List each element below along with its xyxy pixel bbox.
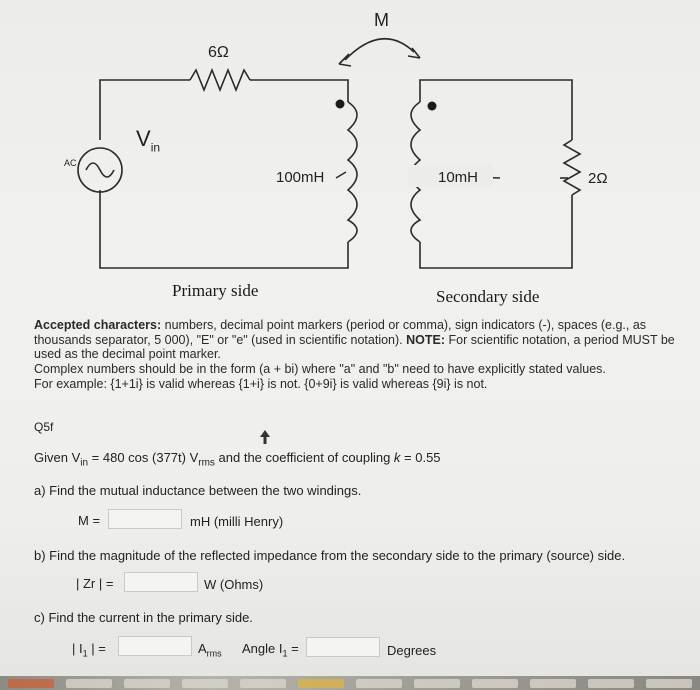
wire-primary-bottom (100, 190, 348, 268)
instructions-line-1: Accepted characters: numbers, decimal point markers (period or comma), sign indicators (-), spaces (e.g., as (34, 318, 647, 332)
angle-unit: Degrees (387, 643, 437, 658)
mutual-label: M (374, 10, 389, 30)
i1-input[interactable] (118, 636, 192, 656)
taskbar-app-icon[interactable] (124, 679, 170, 688)
zr-label: | Zr | = (76, 576, 114, 591)
instructions-line-2: thousands separator, 5 000), "E" or "e" (used in scientific notation). NOTE: For scientific notation, a period MUST be (34, 333, 675, 347)
wire-secondary-bottom (420, 195, 572, 268)
taskbar-app-icon[interactable] (356, 679, 402, 688)
ac-label: AC (64, 158, 77, 168)
secondary-side-label: Secondary side (436, 287, 540, 306)
vin-label: $V_{in}$ (136, 126, 161, 155)
m-input[interactable] (108, 509, 182, 529)
taskbar-app-icon[interactable] (8, 679, 54, 688)
part-b-text: b) Find the magnitude of the reflected impedance from the secondary side to the primary (source) side. (34, 548, 626, 563)
m-unit: mH (milli Henry) (190, 514, 284, 529)
question-id: Q5f (34, 420, 54, 434)
wire-secondary-top (420, 80, 572, 140)
i1-unit: $A_{rms}$ (198, 641, 222, 659)
zr-input[interactable] (124, 572, 198, 592)
primary-side-label: Primary side (172, 281, 259, 300)
part-a-text: a) Find the mutual inductance between the two windings. (34, 483, 362, 498)
coil-primary (348, 102, 357, 242)
instructions-line-3: used as the decimal point marker. (34, 347, 221, 361)
mutual-arrow (345, 39, 414, 60)
dot-primary (336, 100, 345, 109)
given-statement: Given $V_{in} = 480$ cos (377t) $V_{rms}$ and the coefficient of coupling k = 0.55 (34, 450, 441, 469)
instructions-line-4: Complex numbers should be in the form (a + bi) where "a" and "b" need to have explicitly stated values. (34, 362, 606, 376)
resistor-6ohm (190, 70, 250, 90)
taskbar-app-icon[interactable] (240, 679, 286, 688)
i1-label: | $I_1$ | = (72, 641, 106, 659)
mouse-cursor-icon (260, 430, 270, 444)
taskbar-app-icon[interactable] (472, 679, 518, 688)
circuit-diagram (0, 0, 700, 310)
inductor-primary-label: 100mH (276, 169, 325, 186)
instructions-line-5: For example: {1+1i} is valid whereas {1+i} is not. {0+9i} is valid whereas {9i} is not. (34, 377, 488, 391)
resistor-2ohm (564, 140, 580, 195)
part-c-text: c) Find the current in the primary side. (34, 610, 253, 625)
taskbar-app-icon[interactable] (66, 679, 112, 688)
resistor-secondary-label: 2Ω (588, 170, 608, 187)
taskbar-app-icon[interactable] (414, 679, 460, 688)
angle-input[interactable] (306, 637, 380, 657)
taskbar-app-icon[interactable] (298, 679, 344, 688)
taskbar-app-icon[interactable] (530, 679, 576, 688)
resistor-primary-label: 6Ω (208, 44, 229, 61)
zr-unit: W (Ohms) (204, 577, 264, 592)
taskbar-app-icon[interactable] (646, 679, 692, 688)
inductor-secondary-label: 10mH (438, 169, 479, 186)
wire-primary-top-right (250, 80, 348, 102)
dot-secondary (428, 102, 437, 111)
m-label: M = (78, 513, 101, 528)
angle-label: Angle $I_1$ = (242, 641, 299, 659)
taskbar-app-icon[interactable] (182, 679, 228, 688)
taskbar-app-icon[interactable] (588, 679, 634, 688)
